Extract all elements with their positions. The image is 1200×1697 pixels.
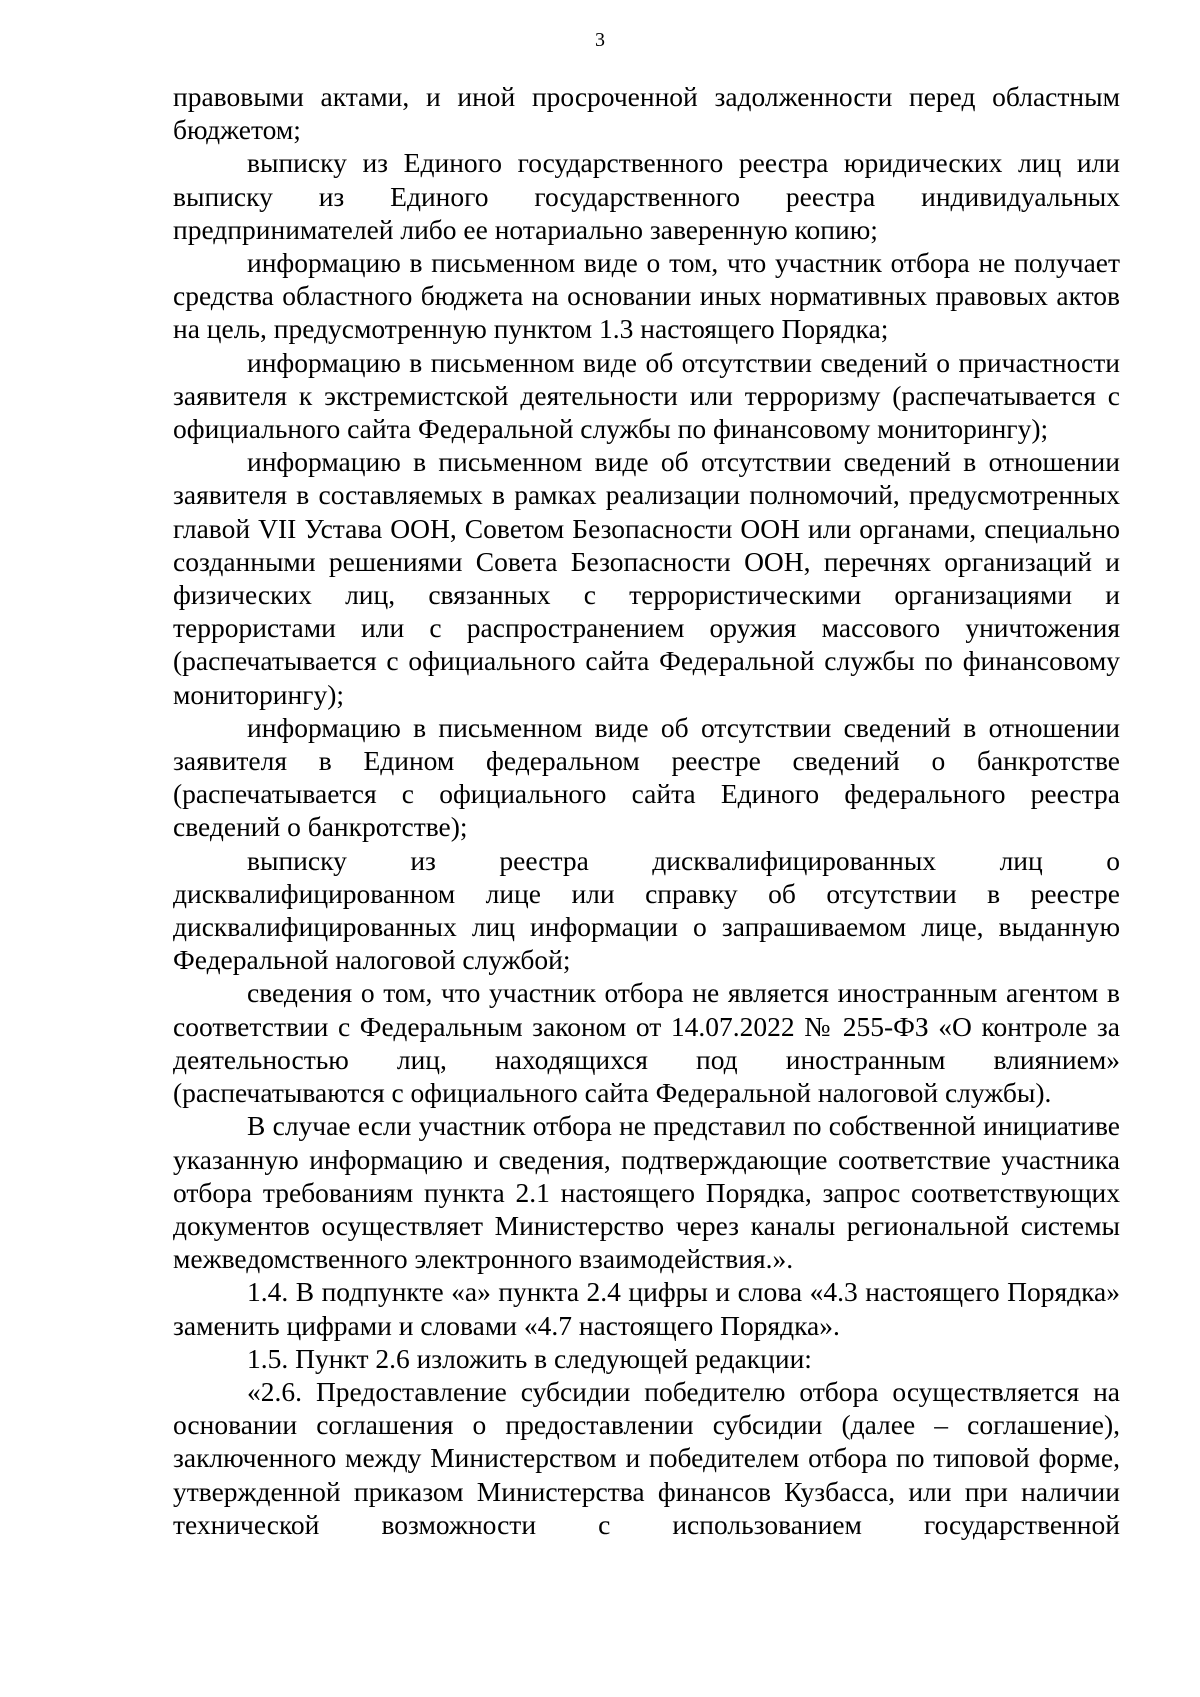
- paragraph-9: В случае если участник отбора не представил по собственной инициативе указанную информацию и сведения, подтверждающие соответствие участника отбора требованиям пункта 2.1 настоящего Порядка, запрос соответствующих документов осуществляет Министерство через каналы региональной системы межведомственного электронного взаимодействия.».: [173, 1110, 1120, 1275]
- paragraph-2: выписку из Единого государственного реестра юридических лиц или выписку из Единого государственного реестра индивидуальных предпринимателей либо ее нотариально заверенную копию;: [173, 147, 1120, 245]
- paragraph-8: сведения о том, что участник отбора не является иностранным агентом в соответствии с Федеральным законом от 14.07.2022 № 255-ФЗ «О контроле за деятельностью лиц, находящихся под иностранным влиянием» (распечатываются с официального сайта Федеральной налоговой службы).: [173, 977, 1120, 1109]
- paragraph-11: 1.5. Пункт 2.6 изложить в следующей редакции:: [247, 1342, 812, 1374]
- paragraph-1: правовыми актами, и иной просроченной задолженности перед областным бюджетом;: [173, 81, 1120, 146]
- paragraph-10: 1.4. В подпункте «а» пункта 2.4 цифры и слова «4.3 настоящего Порядка» заменить цифрами и словами «4.7 настоящего Порядка».: [173, 1276, 1120, 1341]
- paragraph-3: информацию в письменном виде о том, что участник отбора не получает средства областного бюджета на основании иных нормативных правовых актов на цель, предусмотренную пунктом 1.3 настоящего Порядка;: [173, 247, 1120, 345]
- paragraph-5: информацию в письменном виде об отсутствии сведений в отношении заявителя в составляемых в рамках реализации полномочий, предусмотренных главой VII Устава ООН, Советом Безопасности ООН или органами, специально созданными решениями Совета Безопасности ООН, перечнях организаций и физических лиц, связанных с террористическими организациями и террористами или с распространением оружия массового уничтожения (распечатывается с официального сайта Федеральной службы по финансовому мониторингу);: [173, 446, 1120, 710]
- page-number: 3: [595, 29, 605, 51]
- paragraph-4: информацию в письменном виде об отсутствии сведений о причастности заявителя к экстремистской деятельности или терроризму (распечатывается с официального сайта Федеральной службы по финансовому мониторингу);: [173, 346, 1120, 445]
- paragraph-7: выписку из реестра дисквалифицированных лиц о дисквалифицированном лице или справку об отсутствии в реестре дисквалифицированных лиц информации о запрашиваемом лице, выданную Федеральной налоговой службой;: [173, 844, 1120, 976]
- document-body: [173, 80, 1120, 1541]
- paragraph-6: информацию в письменном виде об отсутствии сведений в отношении заявителя в Едином федеральном реестре сведений о банкротстве (распечатывается с официального сайта Единого федерального реестра сведений о банкротстве);: [173, 711, 1120, 843]
- paragraph-12: «2.6. Предоставление субсидии победителю отбора осуществляется на основании соглашения о предоставлении субсидии (далее – соглашение), заключенного между Министерством и победителем отбора по типовой форме, утвержденной приказом Министерства финансов Кузбасса, или при наличии технической возможности с использованием государственной: [173, 1375, 1120, 1540]
